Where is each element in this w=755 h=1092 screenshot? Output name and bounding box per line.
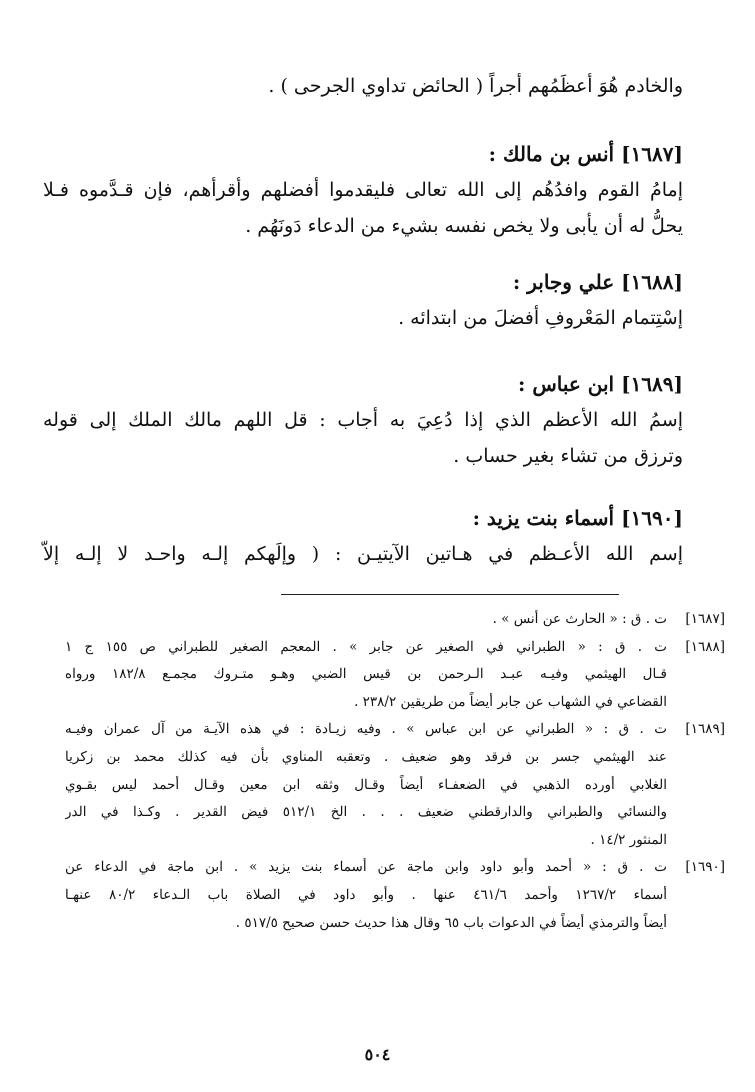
footnote-number: [١٦٩٠]	[685, 859, 725, 876]
entry-text-line: إمامُ القوم وافدُهُم إلى الله تعالى فليقدموا أفضلهم وأقرأهم، فإن قـدَّموه فـلا	[43, 179, 683, 201]
entry-text-line: إسم الله الأعـظم في هـاتين الآيتيـن : ( وإلَهكم إلـه واحـد لا إلـه إلاّ	[43, 543, 683, 565]
footnote-line: المنثور ١٤/٢ .	[590, 831, 667, 848]
entry-number: [١٦٨٨]	[621, 270, 683, 294]
entry-text-line: إسمُ الله الأعظم الذي إذا دُعِيَ به أجاب : قل اللهم مالك الملك إلى قوله	[43, 409, 683, 431]
footnote-line: أيضاً والترمذي أيضاً في الدعوات باب ٦٥ وقال هذا حديث حسن صحيح ٥١٧/٥ .	[235, 914, 667, 931]
footnote-number: [١٦٨٨]	[685, 638, 725, 655]
entry-heading	[43, 500, 683, 536]
entry-heading	[43, 136, 683, 172]
entry-1690	[43, 500, 683, 572]
footnote-line: ت . ق : « الطبراني عن ابن عباس » . وفيه زيـادة : في هذه الآيـة من آل عمران وفيـه	[65, 721, 667, 738]
intro-line: والخادم هُوَ أعظَمُهم أجراً ( الحائض تداوي الجرحى ) .	[268, 75, 683, 97]
entry-text-line: وترزق من تشاء بغير حساب .	[453, 445, 683, 467]
entry-text-line: يحلُّ له أن يأبى ولا يخص نفسه بشيء من الدعاء دَونَهُم .	[245, 215, 683, 237]
footnote-number: [١٦٨٧]	[685, 611, 725, 627]
footnote-line: قـال الهيثمي وفيـه عبـد الـرحمن بن قيس الضبي وهـو متـروك مجمـع ١٨٢/٨ ورواه	[65, 666, 667, 683]
entry-title: أسماء بنت يزيد :	[472, 506, 615, 530]
page-number: ٥٠٤	[364, 1045, 391, 1064]
entry-heading	[43, 264, 683, 300]
entry-1689	[43, 366, 683, 474]
entry-title: ابن عباس :	[517, 372, 615, 396]
footnote-number: [١٦٨٩]	[685, 721, 725, 738]
entry-1687	[43, 136, 683, 244]
entry-text-line: إسْتِتمام المَعْروفِ أفضلَ من ابتدائه .	[398, 307, 683, 329]
footnote-line: ت . ق : « أحمد وأبو داود وابن ماجة عن أسماء بنت يزيد » . ابن ماجة في الدعاء عن	[65, 859, 667, 876]
footnote-line: القضاعي في الشهاب عن جابر أيضاً من طريقين ٢٣٨/٢ .	[354, 693, 667, 710]
entry-number: [١٦٨٩]	[621, 372, 683, 396]
entry-1688	[43, 264, 683, 336]
footnote-line: والنسائي والطبراني والدارقطني ضعيف . . . الخ ٥١٢/١ فيض القدير . وكـذا في الدر	[65, 804, 667, 821]
footnote-line: ت . ق : « الطبراني في الصغير عن جابر » . المعجم الصغير للطبراني ص ١٥٥ ج ١	[65, 638, 667, 655]
entry-number: [١٦٩٠]	[621, 506, 683, 530]
entry-heading	[43, 366, 683, 402]
footnote-line: الغلابي أورده الذهبي في الضعفـاء أيضاً وقـال وثقه ابن معين وقـال أحمد ليس بقـوي	[65, 776, 667, 793]
footnote-line: أسماء ١٢٦٧/٢ وأحمد ٤٦١/٦ عنها . وأبو داود في الصلاة باب الـدعاء ٨٠/٢ عنهـا	[65, 886, 667, 903]
footnote-1690	[65, 854, 725, 937]
intro-text	[43, 68, 683, 104]
footnote-line: عند الهيثمي جسر بن فرقد وهو ضعيف . وتعقبه المناوي بأن فيه كذلك محمد بن زكريا	[65, 748, 667, 765]
footnote-1688	[65, 634, 725, 717]
entry-title: علي وجابر :	[512, 270, 615, 294]
footnote-1689	[65, 716, 725, 854]
footnote-line: ت . ق : « الحارث عن أنس » .	[492, 611, 667, 627]
footnotes	[65, 606, 725, 937]
entry-number: [١٦٨٧]	[621, 142, 683, 166]
entry-title: أنس بن مالك :	[488, 142, 615, 166]
footnote-1687	[65, 606, 725, 634]
footnote-separator	[281, 594, 619, 595]
